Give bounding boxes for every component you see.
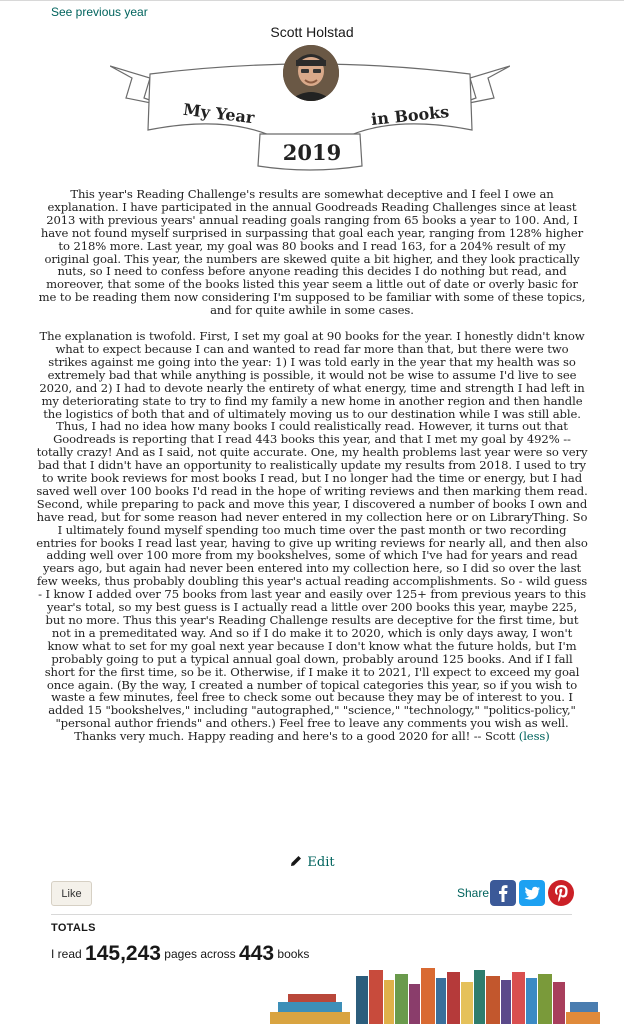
pinterest-icon	[548, 880, 574, 906]
totals-prefix: I read	[51, 947, 82, 961]
review-text	[36, 188, 588, 743]
totals-summary	[51, 942, 309, 966]
banner-right-text: in Books	[370, 101, 451, 130]
pinterest-share-button[interactable]	[548, 880, 574, 906]
see-previous-year-link[interactable]: See previous year	[51, 5, 148, 19]
totals-middle: pages across	[164, 947, 236, 961]
less-link[interactable]: (less)	[518, 729, 550, 744]
facebook-share-button[interactable]	[490, 880, 516, 906]
avatar-photo-icon	[283, 45, 339, 101]
banner-year: 2019	[282, 140, 342, 165]
twitter-icon	[519, 880, 545, 906]
totals-divider	[51, 914, 572, 915]
edit-label: Edit	[307, 855, 335, 870]
pencil-icon	[289, 854, 303, 868]
total-pages: 145,243	[85, 942, 161, 965]
totals-suffix: books	[277, 947, 310, 961]
review-paragraph-text: The explanation is twofold. First, I set my goal at 90 books for the year. I honestly didn't know what to expect because I can and wanted to read far more than that, but there were two strikes against me going into the year: 1) I was told early in the year that my health was so extremely bad that while anything is possible, it would not be wise to assume I'd live to see 2020, and 2) I had to devote nearly the entirety of what energy, time and strength I had left in my deteriorating state to try to find my family a new home in another region and then handle the logistics of both that and of ultimately moving us to our destination while I was still able. Thus, I had no idea how many books I could realistically read. However, it turns out that Goodreads is reporting that I read 443 books this year, and that I met my goal by 492% -- totally crazy! And as I said, not quite accurate. One, my health problems last year were so very bad that I didn't have an opportunity to realistically update my results from 2018. I used to try to write book reviews for most books I read, but I no longer had the time or energy, but I had saved well over 100 books I'd read in the hope of writing reviews and then marking them read. Second, while preparing to pack and move this year, I discovered a number of books I own and have read, but for some reason had never entered in my collection here or on LibraryThing. So I ultimately found myself spending too much time over the past month or two recording entries for books I read last year, having to give up writing reviews for nearly all, and then also adding well over 100 more from my bookshelves, some of which I've had for years and read years ago, but again had never been entered into my collection here, so I did so over the last few weeks, thus probably doubling this year's actual reading accomplishments. So - wild guess - I know I added over 75 books from last year and easily over 125+ from previous years to this year's total, so my best guess is I actually read a little over 200 books this year, maybe 225, but no more. Thus this year's Reading Challenge results are deceptive for the first time, but not in a premeditated way. And so if I do make it to 2020, which is only days away, I won't know what to set for my goal next year because I don't know what the future holds, but I'm probably going to put a typical annual goal down, probably around 125 books. And if I fall short for the first time, so be it. Otherwise, if I make it to 2021, I'll expect to exceed my goal once again. (By the way, I created a number of topical categories this year, so if you wish to waste a few minutes, feel free to check some out because they may be of interest to you. I added 15 "bookshelves," including "autographed," "science," "technology," "politics-policy," "personal author friends" and others.) Feel free to leave any comments you wish as well. Thanks very much. Happy reading and here's to a good 2020 for all! -- Scott	[36, 329, 588, 744]
totals-title: TOTALS	[51, 922, 96, 934]
review-paragraph	[36, 330, 588, 743]
facebook-icon	[490, 880, 516, 906]
avatar[interactable]	[283, 45, 339, 101]
banner-left-text: My Year	[182, 99, 256, 128]
like-button[interactable]: Like	[51, 881, 92, 906]
user-name: Scott Holstad	[270, 24, 354, 40]
share-label: Share	[457, 886, 490, 900]
edit-link[interactable]	[0, 854, 624, 870]
top-divider	[0, 0, 624, 1]
bookshelf-illustration-icon	[270, 966, 600, 1024]
review-paragraph: This year's Reading Challenge's results are somewhat deceptive and I feel I owe an explanation. I have participated in the annual Goodreads Reading Challenges since at least 2013 with previous years' annual reading goals ranging from 65 books a year to 100. And, I have not found myself surprised in surpassing that goal each year, ranging from 128% higher to 218% more. Last year, my goal was 80 books and I read 163, for a 204% result of my original goal. This year, the numbers are skewed quite a bit higher, and they look practically nuts, so I need to confess before anyone reading this decides I do nothing but read, and moreover, that some of the books listed this year seem a little out of date or overly basic for me to be reading them now considering I'm supposed to be familiar with some of these topics, and for quite awhile in some cases.	[38, 187, 586, 318]
total-books: 443	[239, 942, 275, 965]
twitter-share-button[interactable]	[519, 880, 545, 906]
